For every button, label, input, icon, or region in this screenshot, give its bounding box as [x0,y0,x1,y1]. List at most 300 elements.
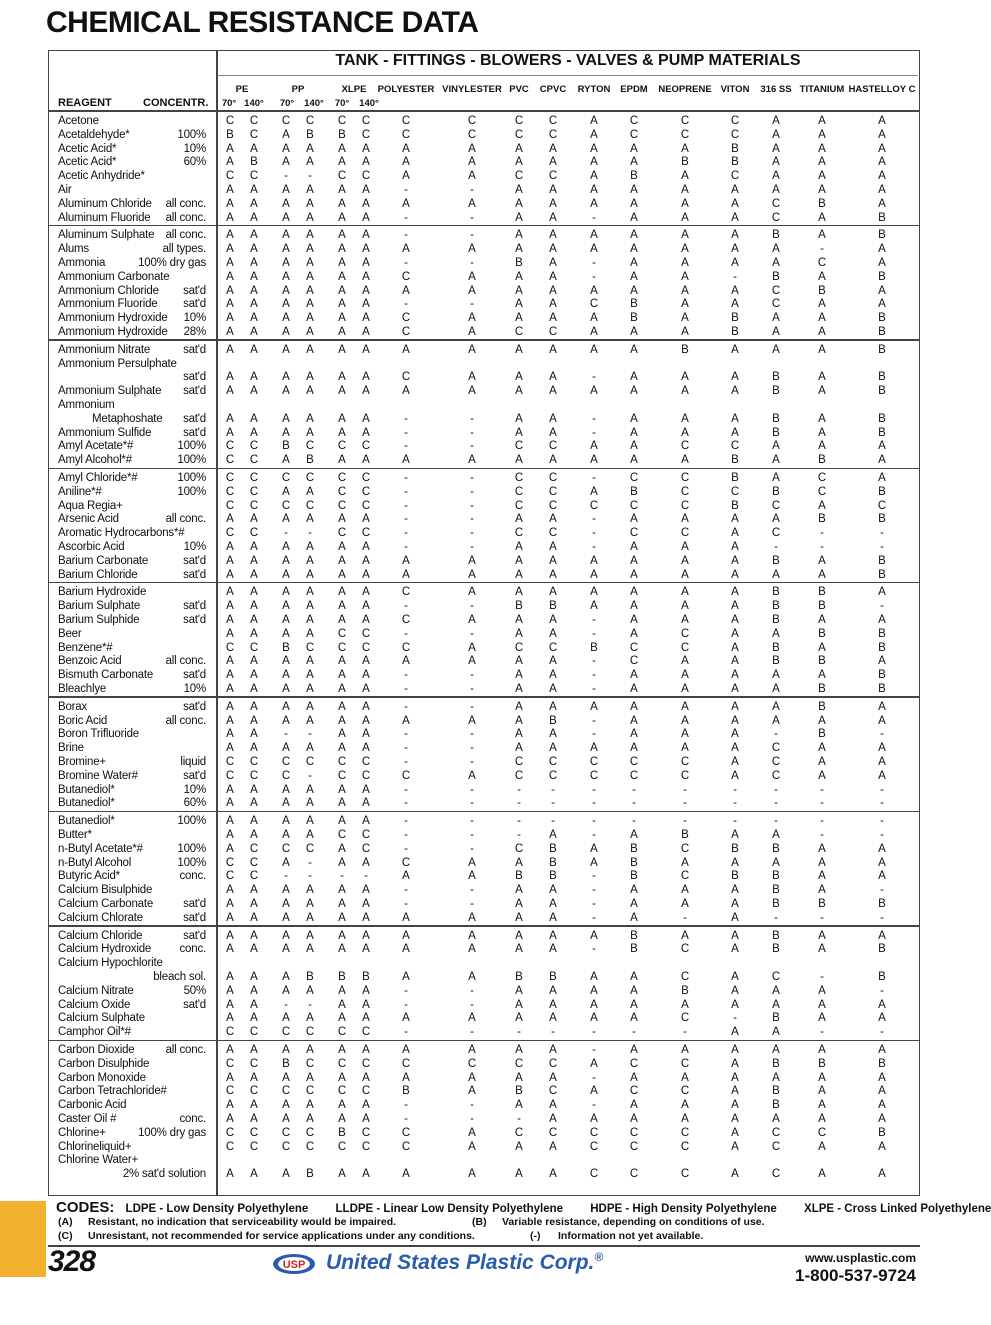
rating-cell: A [590,856,598,869]
rating-cell: A [250,815,258,828]
rating-cell: C [337,769,347,782]
rating-cell: A [731,971,739,983]
rating-cell: A [402,156,410,169]
code-dash-text: Information not yet available. [558,1230,704,1242]
rating-cell: A [549,229,557,242]
rating-cell: C [337,1140,347,1153]
reagent-name: Ammonium Hydroxide [58,326,168,338]
rating-cell: A [590,984,598,997]
rating-cell: - [632,1026,636,1039]
rating-cell: - [404,669,408,682]
rating-cell: C [548,115,558,127]
rating-cell: A [250,270,258,283]
rating-cell: A [515,568,523,581]
rating-cell: A [515,984,523,997]
rating-cell: - [592,1071,596,1084]
rating-cell: A [681,1113,689,1125]
rating-cell: - [683,783,687,796]
reagent-concentration: 60% [183,156,206,169]
rating-cell: C [680,1140,690,1153]
rating-cell: C [771,1140,781,1153]
rating-cell: - [284,527,288,540]
rating-cell: A [306,568,314,581]
rating-cell: A [282,513,290,526]
rating-cell: A [681,326,689,338]
rating-cell: C [249,440,259,453]
rating-cell: A [226,1012,234,1025]
reagent-name: Butanediol* [58,815,115,828]
rating-cell: A [468,454,476,467]
rating-cell: B [818,454,826,467]
rating-cell: A [681,197,689,210]
rating-cell: C [514,1057,524,1070]
rating-cell: A [250,984,258,997]
rating-cell: A [306,1071,314,1084]
rating-cell: A [515,614,523,626]
rating-cell: A [878,1168,886,1181]
rating-cell: C [730,170,740,183]
rating-cell: A [549,1113,557,1125]
rating-cell: A [630,1113,638,1125]
code-c-key: (C) [58,1230,73,1242]
reagent-name: Aqua Regia+ [58,499,123,512]
rating-cell: C [361,842,371,855]
rating-cell: A [731,683,739,695]
rating-cell: A [590,1012,598,1025]
rating-cell: C [548,472,558,484]
rating-cell: C [401,1057,411,1070]
rating-cell: A [468,568,476,581]
reagent-name: Boric Acid [58,714,108,727]
rating-cell: A [818,1012,826,1025]
rating-cell: A [772,1113,780,1125]
rating-cell: A [362,929,370,942]
rating-cell: A [681,884,689,897]
rating-cell: A [226,998,234,1011]
rating-cell: B [731,870,739,883]
rating-cell: A [468,1085,476,1098]
rating-cell: A [590,568,598,581]
rating-cell: C [514,1126,524,1139]
rating-cell: A [731,742,739,755]
rating-cell: A [338,554,346,567]
rating-cell: A [468,170,476,183]
rating-cell: B [590,641,598,654]
rating-cell: - [880,829,884,841]
rating-cell: A [468,270,476,283]
pp-header: PP [291,84,305,95]
rating-cell: A [731,614,739,626]
rating-cell: A [338,243,346,256]
reagent-name: Metaphoshate [92,412,163,425]
rating-cell: C [225,499,235,512]
reagent-name: Butyric Acid* [58,870,120,883]
rating-cell: A [468,971,476,983]
titanium-header: TITANIUM [799,84,845,95]
usp-logo [272,1253,316,1275]
reagent-name: Ammonium Nitrate [58,343,151,356]
rating-cell: A [515,284,523,297]
rating-cell: C [401,586,411,599]
rating-cell: A [515,714,523,727]
rating-cell: B [772,929,780,942]
rating-cell: C [629,1126,639,1139]
rating-cell: C [629,115,639,127]
reagent-name: Bleachlye [58,683,107,695]
rating-cell: C [629,1057,639,1070]
rating-cell: A [362,197,370,210]
rating-cell: A [515,270,523,283]
rating-cell: - [683,797,687,810]
rating-cell: C [249,842,259,855]
reagent-name: Ammonium Persulphate [58,357,177,370]
rating-cell: A [250,298,258,311]
rating-cell: A [590,600,598,613]
rating-cell: A [226,669,234,682]
reagent-name: Ammonia [58,257,106,269]
rating-cell: - [470,998,474,1011]
reagent-name: Chlorineliquid+ [58,1140,132,1153]
rating-cell: A [362,568,370,581]
rating-cell: - [470,742,474,755]
rating-cell: C [771,1168,781,1181]
rating-cell: A [338,229,346,242]
rating-cell: A [630,156,638,169]
rating-cell: C [548,1085,558,1098]
rating-cell: C [514,128,524,141]
rating-cell: A [818,1044,826,1056]
rating-cell: B [681,156,689,169]
rating-cell: A [306,485,314,498]
rating-cell: A [549,142,557,155]
rating-cell: A [772,700,780,713]
rating-cell: C [401,312,411,325]
rating-cell: A [250,229,258,242]
reagent-concentration: sat'd [183,600,206,613]
rating-cell: A [772,312,780,325]
reagent-concentration: all conc. [165,513,206,526]
reagent-concentration: all conc. [165,211,206,224]
rating-cell: A [250,911,258,924]
rating-cell: A [681,856,689,869]
rating-cell: C [305,1085,315,1098]
rating-cell: A [250,898,258,910]
rating-cell: A [468,929,476,942]
rating-cell: A [468,142,476,155]
reagent-name: Calcium Hypochlorite [58,957,163,970]
rating-cell: - [404,783,408,796]
rating-cell: C [225,856,235,869]
rating-cell: B [306,971,314,983]
rating-cell: B [878,312,886,325]
rating-cell: A [362,586,370,599]
rating-cell: A [282,128,290,141]
reagent-concentration: sat'd [183,911,206,924]
rating-cell: C [680,870,690,883]
rating-cell: A [362,655,370,668]
rating-cell: A [818,742,826,755]
rating-cell: - [470,669,474,682]
rating-cell: A [590,184,598,196]
rating-cell: A [731,943,739,956]
rating-cell: C [680,1057,690,1070]
rating-cell: A [818,499,826,512]
rating-cell: C [249,1140,259,1153]
reagent-concentration: sat'd [183,568,206,581]
rating-cell: A [630,343,638,356]
rating-cell: A [338,655,346,668]
rating-cell: C [249,769,259,782]
code-hdpe: HDPE - High Density Polyethylene [590,1203,777,1215]
rating-cell: A [282,229,290,242]
rating-cell: C [225,1085,235,1098]
rating-cell: A [282,541,290,553]
rating-cell: A [731,1057,739,1070]
rating-cell: A [226,326,234,338]
rating-cell: A [681,371,689,384]
reagent-name: Ammonium Carbonate [58,270,170,283]
rating-cell: A [468,769,476,782]
rating-cell: A [878,440,886,453]
rating-cell: B [630,170,638,183]
reagent-name: Caster Oil # [58,1113,117,1125]
rating-cell: - [284,170,288,183]
rating-cell: - [592,1044,596,1056]
rating-cell: A [402,911,410,924]
rating-cell: B [772,270,780,283]
rating-cell: A [515,742,523,755]
rating-cell: A [878,742,886,755]
rating-cell: A [282,197,290,210]
rating-cell: B [731,472,739,484]
rating-cell: A [226,971,234,983]
rating-cell: A [630,600,638,613]
rating-cell: A [731,898,739,910]
rating-cell: C [225,769,235,782]
rating-cell: C [629,769,639,782]
rating-cell: A [731,284,739,297]
rating-cell: A [681,714,689,727]
rating-cell: A [772,1071,780,1084]
rating-cell: A [590,485,598,498]
rating-cell: A [878,115,886,127]
rating-cell: C [514,472,524,484]
reagent-name: Ammonium [58,399,115,411]
rating-cell: A [515,911,523,924]
rating-cell: C [281,499,291,512]
rating-cell: A [250,714,258,727]
rating-cell: A [549,197,557,210]
rating-cell: A [402,1012,410,1025]
rating-cell: A [306,298,314,311]
rating-cell: A [362,911,370,924]
rating-cell: A [878,1012,886,1025]
rating-cell: A [306,669,314,682]
rating-cell: A [549,884,557,897]
rating-cell: A [549,683,557,695]
rating-cell: - [733,783,737,796]
reagent-name: Calcium Carbonate [58,898,154,910]
rating-cell: C [629,499,639,512]
rating-cell: A [338,929,346,942]
rating-cell: C [361,1026,371,1039]
rating-cell: C [225,454,235,467]
rating-cell: A [731,1168,739,1181]
rating-cell: A [772,184,780,196]
rating-cell: B [731,156,739,169]
rating-cell: A [226,412,234,425]
rating-cell: A [681,513,689,526]
rating-cell: A [590,1113,598,1125]
rating-cell: A [306,554,314,567]
rating-cell: C [337,1085,347,1098]
rating-cell: A [549,898,557,910]
rating-cell: C [680,485,690,498]
rating-cell: A [306,270,314,283]
rating-cell: - [470,485,474,498]
rating-cell: A [515,700,523,713]
rating-cell: A [362,1099,370,1112]
rating-cell: C [548,641,558,654]
rating-cell: C [337,829,347,841]
rating-cell: A [731,1026,739,1039]
rating-cell: - [592,527,596,540]
rating-cell: C [249,485,259,498]
rating-cell: A [402,1168,410,1181]
rating-cell: A [681,600,689,613]
rating-cell: A [818,856,826,869]
rating-cell: A [681,700,689,713]
rating-cell: A [515,513,523,526]
rating-cell: A [681,554,689,567]
rating-cell: A [338,984,346,997]
rating-cell: C [629,641,639,654]
rating-cell: A [549,1140,557,1153]
rating-cell: - [364,870,368,883]
group-divider [48,225,920,227]
rating-cell: A [468,243,476,256]
rating-cell: - [880,728,884,741]
rating-cell: C [305,1140,315,1153]
rating-cell: - [592,797,596,810]
rating-cell: A [818,229,826,242]
reagent-concentration: 2% sat'd solution [122,1168,206,1181]
rating-cell: - [404,728,408,741]
rating-cell: - [404,184,408,196]
rating-cell: A [630,229,638,242]
rating-cell: A [549,156,557,169]
rating-cell: B [878,426,886,439]
rating-cell: A [306,700,314,713]
rating-cell: C [589,298,599,311]
rating-cell: - [592,898,596,910]
rating-cell: B [630,929,638,942]
rating-cell: B [878,385,886,398]
rating-cell: A [402,929,410,942]
rating-cell: C [548,1126,558,1139]
rating-cell: A [549,243,557,256]
rating-cell: A [549,513,557,526]
rating-cell: A [306,1113,314,1125]
rating-cell: A [878,1071,886,1084]
rating-cell: A [282,783,290,796]
company-name [326,1250,603,1275]
rating-cell: C [225,870,235,883]
rating-cell: B [338,971,346,983]
rating-cell: B [772,586,780,599]
rating-cell: A [282,614,290,626]
rating-cell: A [590,128,598,141]
rating-cell: B [818,898,826,910]
rating-cell: B [878,326,886,338]
rating-cell: A [772,257,780,269]
rating-cell: A [250,700,258,713]
reagent-name: Carbonic Acid [58,1099,127,1112]
code-b-key: (B) [472,1216,487,1228]
rating-cell: - [880,984,884,997]
rating-cell: A [282,412,290,425]
rating-cell: B [818,284,826,297]
rating-cell: A [362,229,370,242]
concentration-header: CONCENTR. [143,97,209,109]
rating-cell: - [470,257,474,269]
rating-cell: C [771,1126,781,1139]
rating-cell: C [629,1085,639,1098]
rating-cell: A [590,326,598,338]
rating-cell: C [281,115,291,127]
reagent-concentration: conc. [179,870,206,883]
rating-cell: A [362,454,370,467]
reagent-name: Acetic Anhydride* [58,170,145,183]
rating-cell: A [282,1012,290,1025]
website-link[interactable]: www.usplastic.com [805,1251,916,1265]
rating-cell: A [282,742,290,755]
rating-cell: - [470,683,474,695]
rating-cell: A [338,998,346,1011]
rating-cell: B [549,842,557,855]
rating-cell: A [226,700,234,713]
rating-cell: A [681,312,689,325]
rating-cell: A [468,1044,476,1056]
rating-cell: B [772,426,780,439]
reagent-name: Carbon Monoxide [58,1071,146,1084]
rating-cell: A [282,669,290,682]
rating-cell: C [680,756,690,768]
rating-cell: A [282,655,290,668]
rating-cell: C [249,115,259,127]
rating-cell: A [772,714,780,727]
rating-cell: A [731,568,739,581]
rating-cell: - [774,815,778,828]
rating-cell: C [514,485,524,498]
cpvc-header: CPVC [539,84,567,95]
rating-cell: C [361,756,371,768]
rating-cell: A [282,898,290,910]
reagent-name: Ammonium Fluoride [58,298,158,311]
rating-cell: A [818,412,826,425]
rating-cell: - [733,815,737,828]
rating-cell: B [878,898,886,910]
rating-cell: A [250,1113,258,1125]
rating-cell: A [306,783,314,796]
rating-cell: B [772,884,780,897]
rating-cell: A [515,1071,523,1084]
code-lldpe: LLDPE - Linear Low Density Polyethylene [335,1203,564,1215]
rating-cell: B [731,499,739,512]
rating-cell: A [731,655,739,668]
rating-cell: C [548,527,558,540]
rating-cell: A [402,655,410,668]
